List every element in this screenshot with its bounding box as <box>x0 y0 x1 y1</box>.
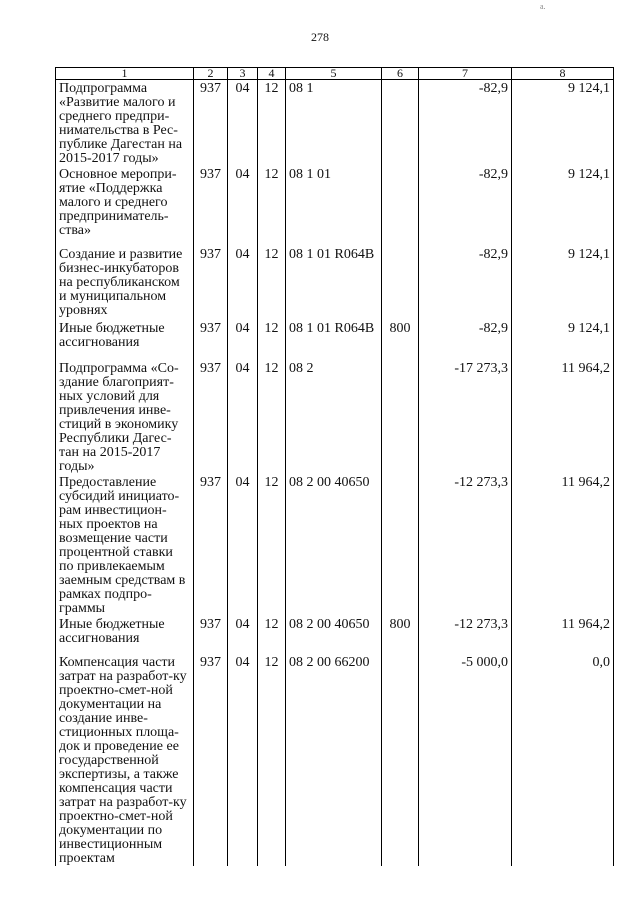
cell-expense-type: 800 <box>382 616 419 654</box>
cell-expense-type <box>382 246 419 320</box>
row-name: Подпрограмма «Развитие малого и среднего предпри-нимательства в Рес-публике Дагестан на 2015-2017 годы» <box>56 80 194 167</box>
cell-target-article: 08 2 00 40650 <box>286 474 382 616</box>
cell-amount-2: 11 964,2 <box>512 474 614 616</box>
col-header-5: 5 <box>286 68 382 80</box>
cell-target-article: 08 1 01 R064B <box>286 246 382 320</box>
cell-amount-2: 9 124,1 <box>512 320 614 360</box>
cell-amount-1: -12 273,3 <box>419 474 512 616</box>
cell-section: 04 <box>228 246 258 320</box>
table-row <box>56 320 614 360</box>
cell-amount-1: -82,9 <box>419 246 512 320</box>
col-header-8: 8 <box>512 68 614 80</box>
col-header-4: 4 <box>258 68 286 80</box>
cell-section: 04 <box>228 654 258 866</box>
row-name: Иные бюджетные ассигнования <box>56 616 194 654</box>
cell-amount-2: 9 124,1 <box>512 166 614 246</box>
cell-target-article: 08 1 01 <box>286 166 382 246</box>
cell-amount-2: 11 964,2 <box>512 616 614 654</box>
cell-expense-type <box>382 654 419 866</box>
cell-ministry: 937 <box>194 616 228 654</box>
row-name: Основное меропри-ятие «Поддержка малого и среднего предприниматель-ства» <box>56 166 194 246</box>
cell-subsection: 12 <box>258 360 286 474</box>
cell-expense-type <box>382 474 419 616</box>
corner-mark: а. <box>540 2 546 11</box>
table-row <box>56 360 614 474</box>
cell-amount-1: -82,9 <box>419 80 512 167</box>
budget-table <box>55 67 614 866</box>
cell-section: 04 <box>228 320 258 360</box>
table-row <box>56 166 614 246</box>
cell-subsection: 12 <box>258 654 286 866</box>
cell-section: 04 <box>228 616 258 654</box>
col-header-7: 7 <box>419 68 512 80</box>
row-name: Компенсация части затрат на разработ-ку проектно-смет-ной документации на создание инве-стиционных площа-док и проведение ее государственной экспертизы, а также компенсация части затрат на разработ-ку проектно-смет-ной документации по инвестиционным проектам <box>56 654 194 866</box>
col-header-1: 1 <box>56 68 194 80</box>
row-name: Предоставление субсидий инициато-рам инвестицион-ных проектов на возмещение части процентной ставки по привлекаемым заемным средствам в рамках подпро-граммы <box>56 474 194 616</box>
cell-section: 04 <box>228 166 258 246</box>
cell-target-article: 08 2 <box>286 360 382 474</box>
cell-target-article: 08 1 <box>286 80 382 167</box>
cell-expense-type <box>382 166 419 246</box>
cell-amount-2: 9 124,1 <box>512 246 614 320</box>
cell-ministry: 937 <box>194 654 228 866</box>
col-header-6: 6 <box>382 68 419 80</box>
cell-subsection: 12 <box>258 320 286 360</box>
cell-amount-1: -12 273,3 <box>419 616 512 654</box>
cell-amount-1: -17 273,3 <box>419 360 512 474</box>
cell-expense-type: 800 <box>382 320 419 360</box>
table-row <box>56 80 614 167</box>
page-number: 278 <box>311 30 329 44</box>
table-row <box>56 654 614 866</box>
cell-amount-2: 9 124,1 <box>512 80 614 167</box>
col-header-3: 3 <box>228 68 258 80</box>
row-name: Создание и развитие бизнес-инкубаторов на республиканском и муниципальном уровнях <box>56 246 194 320</box>
cell-subsection: 12 <box>258 246 286 320</box>
col-header-2: 2 <box>194 68 228 80</box>
cell-amount-2: 0,0 <box>512 654 614 866</box>
cell-subsection: 12 <box>258 80 286 167</box>
cell-ministry: 937 <box>194 360 228 474</box>
row-name: Иные бюджетные ассигнования <box>56 320 194 360</box>
cell-subsection: 12 <box>258 616 286 654</box>
cell-expense-type <box>382 360 419 474</box>
cell-subsection: 12 <box>258 166 286 246</box>
cell-section: 04 <box>228 360 258 474</box>
table-row <box>56 474 614 616</box>
cell-target-article: 08 2 00 40650 <box>286 616 382 654</box>
table-row <box>56 616 614 654</box>
cell-target-article: 08 1 01 R064B <box>286 320 382 360</box>
cell-amount-1: -5 000,0 <box>419 654 512 866</box>
cell-ministry: 937 <box>194 80 228 167</box>
table-row <box>56 246 614 320</box>
cell-amount-1: -82,9 <box>419 166 512 246</box>
cell-ministry: 937 <box>194 246 228 320</box>
cell-subsection: 12 <box>258 474 286 616</box>
cell-ministry: 937 <box>194 320 228 360</box>
cell-amount-1: -82,9 <box>419 320 512 360</box>
cell-ministry: 937 <box>194 166 228 246</box>
row-name: Подпрограмма «Со-здание благоприят-ных условий для привлечения инве-стиций в экономику Республики Дагес-тан на 2015-2017 годы» <box>56 360 194 474</box>
cell-amount-2: 11 964,2 <box>512 360 614 474</box>
cell-section: 04 <box>228 80 258 167</box>
header-row <box>56 68 614 80</box>
cell-section: 04 <box>228 474 258 616</box>
cell-target-article: 08 2 00 66200 <box>286 654 382 866</box>
cell-ministry: 937 <box>194 474 228 616</box>
cell-expense-type <box>382 80 419 167</box>
